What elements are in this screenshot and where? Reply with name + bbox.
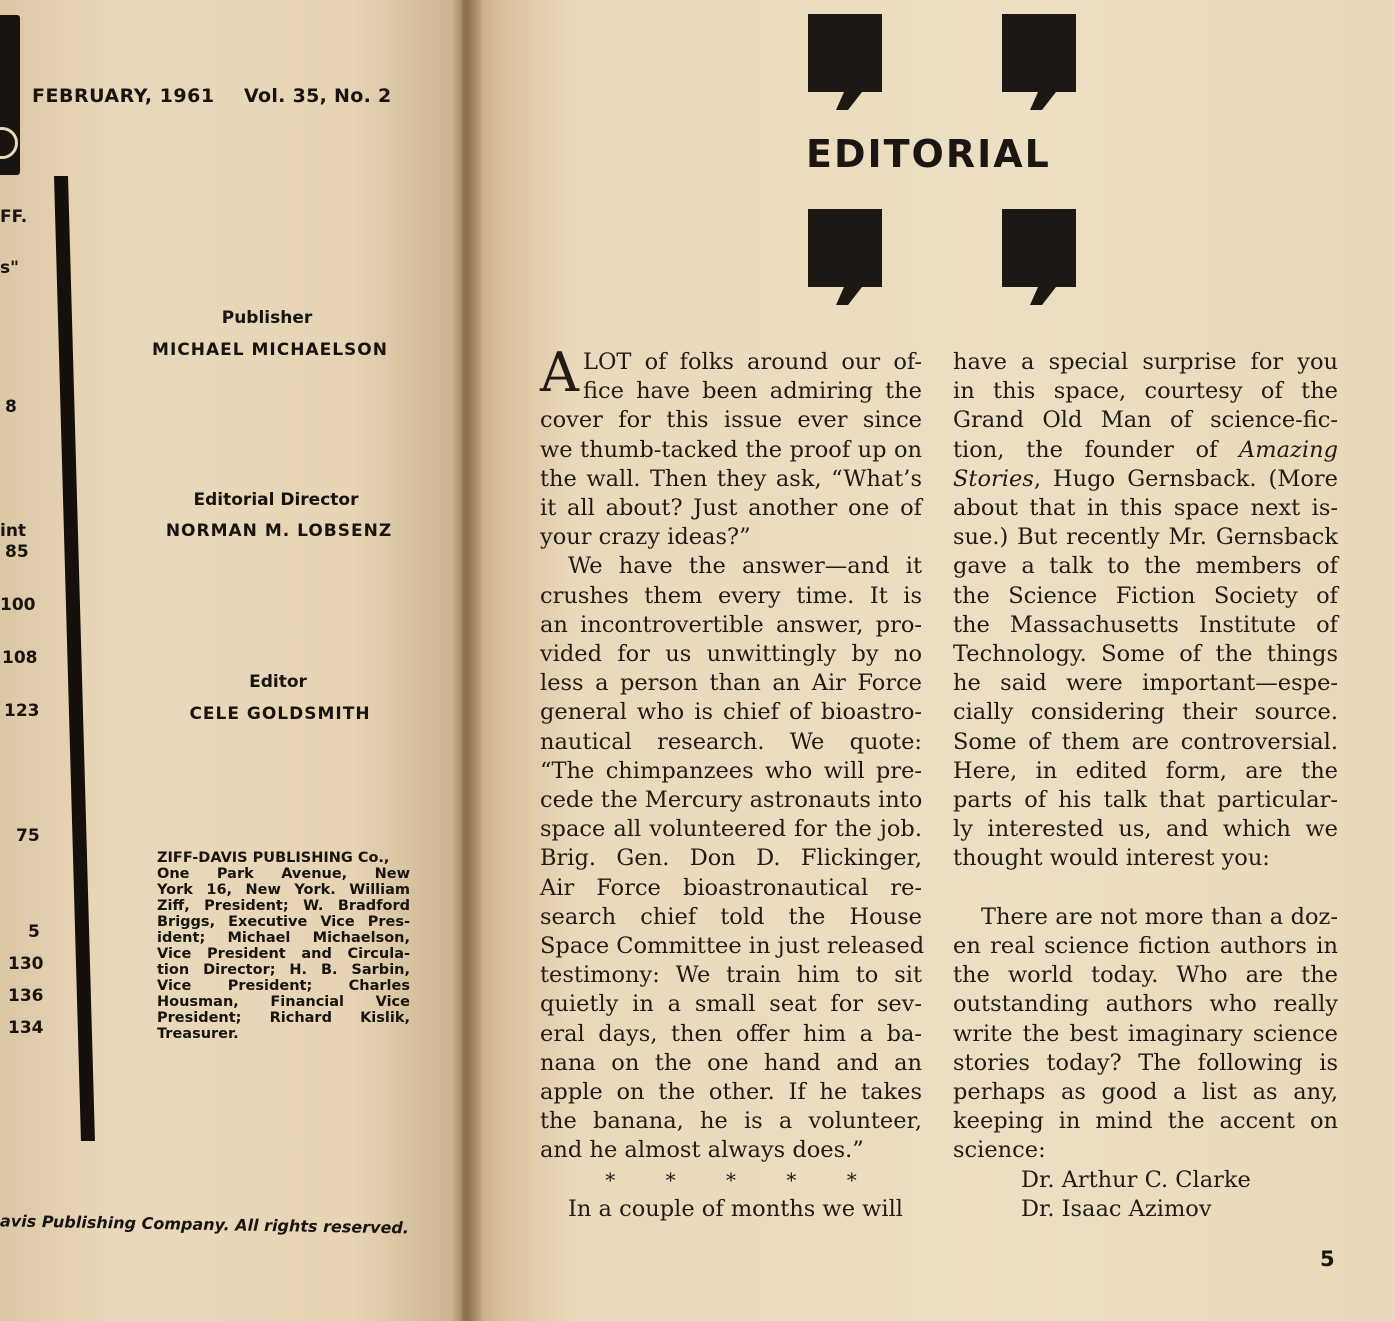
text-line: the Massachusetts Institute of	[953, 611, 1338, 638]
toc-page-number: 75	[16, 826, 40, 846]
text-line: quietly in a small seat for sev-	[540, 991, 922, 1018]
toc-page-number: 85	[5, 542, 29, 562]
text-line: nautical research. We quote:	[540, 728, 922, 755]
text-line: eral days, then offer him a ba-	[540, 1020, 922, 1047]
text-line: write the best imaginary science	[953, 1020, 1338, 1047]
text-line: we thumb-tacked the proof up on	[540, 436, 922, 463]
close-quote-right-icon	[1000, 207, 1078, 307]
corporate-line: York 16, New York. William	[157, 882, 410, 898]
text-line: testimony: We train him to sit	[540, 962, 922, 989]
corporate-line: Treasurer.	[157, 1026, 239, 1042]
corporate-line: Vice President; Charles	[157, 978, 410, 994]
staff-role-editor: Editor	[249, 672, 307, 692]
text-line: thought would interest you:	[953, 845, 1270, 872]
vertical-rule	[54, 176, 95, 1141]
text-line: less a person than an Air Force	[540, 670, 922, 697]
toc-page-number: 123	[4, 701, 40, 721]
corporate-line: Ziff, President; W. Bradford	[157, 898, 410, 914]
text-line: he said were important—espe-	[953, 670, 1338, 697]
text-line: Brig. Gen. Don D. Flickinger,	[540, 845, 922, 872]
corporate-line: One Park Avenue, New	[157, 866, 410, 882]
text-line: have a special surprise for you	[953, 349, 1338, 375]
editorial-heading: EDITORIAL	[806, 132, 1051, 176]
text-line: Grand Old Man of science-fic-	[953, 407, 1338, 434]
text-line: stories today? The following is	[953, 1049, 1338, 1076]
close-quote-left-icon	[806, 207, 884, 307]
text-line: Space Committee in just released	[540, 933, 925, 960]
text-line: apple on the other. If he takes	[540, 1079, 922, 1106]
text-line: LOT of folks around our of-	[583, 349, 922, 375]
text-line: cover for this issue ever since	[540, 407, 922, 434]
corporate-line: ident; Michael Michaelson,	[157, 930, 410, 946]
text-line: it all about? Just another one of	[540, 495, 922, 522]
corporate-line: Housman, Financial Vice	[157, 994, 410, 1010]
text-line: fice have been admiring the	[583, 378, 922, 405]
toc-page-number: 134	[8, 1018, 44, 1038]
section-separator: * * * * *	[605, 1167, 879, 1192]
toc-fragment: FF.	[0, 207, 28, 227]
editorial-column-right	[953, 348, 1338, 1224]
text-line: cede the Mercury astronauts into	[540, 787, 923, 814]
text-line: nana on the one hand and an	[540, 1049, 922, 1076]
text-line: crushes them every time. It is	[540, 582, 922, 609]
corporate-line: Vice President and Circula-	[157, 946, 410, 962]
toc-page-number: 108	[2, 648, 38, 668]
left-page	[0, 0, 470, 1321]
text-line: Air Force bioastronautical re-	[540, 874, 922, 901]
publisher-corporate-info	[157, 850, 410, 1042]
text-line: the world today. Who are the	[953, 962, 1338, 989]
toc-page-number: 100	[0, 595, 36, 615]
text-line-with-title	[953, 436, 1338, 465]
issue-volume: Vol. 35, No. 2	[244, 85, 392, 107]
text-line: ly interested us, and which we	[953, 816, 1338, 843]
blank-line	[953, 874, 1338, 903]
text-line: “The chimpanzees who will pre-	[540, 757, 922, 784]
magazine-logo-edge	[0, 15, 20, 175]
text-line: perhaps as good a list as any,	[953, 1079, 1338, 1106]
text-line: outstanding authors who really	[953, 991, 1338, 1018]
page-number: 5	[1320, 1247, 1335, 1271]
staff-name-editor: CELE GOLDSMITH	[189, 704, 371, 724]
text-line: vided for us unwittingly by no	[540, 641, 922, 668]
magazine-title-italic: Amazing	[1239, 436, 1338, 463]
text-line: in this space, courtesy of the	[953, 378, 1338, 405]
corporate-line: ZIFF-DAVIS PUBLISHING Co.,	[157, 850, 390, 866]
editorial-column-left	[540, 341, 925, 1224]
magazine-title-italic: Stories	[953, 465, 1034, 492]
author-name: Dr. Isaac Azimov	[1021, 1195, 1212, 1222]
text-line: the wall. Then they ask, “What’s	[540, 465, 922, 492]
toc-fragment: int	[0, 521, 27, 541]
text-line: about that in this space next is-	[953, 495, 1338, 522]
toc-page-number: 136	[8, 986, 44, 1006]
corporate-line: Briggs, Executive Vice Pres-	[157, 914, 410, 930]
text-fragment: tion, the founder of	[953, 436, 1218, 463]
text-line: space all volunteered for the job.	[540, 816, 922, 843]
text-line: an incontrovertible answer, pro-	[540, 611, 922, 638]
logo-circle-icon	[0, 127, 18, 159]
text-line: search chief told the House	[540, 903, 922, 930]
text-line: science:	[953, 1137, 1046, 1164]
issue-date: FEBRUARY, 1961	[32, 85, 215, 107]
text-line: We have the answer—and it	[568, 553, 922, 580]
text-line: Here, in edited form, are the	[953, 757, 1338, 784]
open-quote-left-icon	[806, 12, 884, 112]
text-line: In a couple of months we will	[568, 1195, 904, 1222]
staff-role-editorial-director: Editorial Director	[193, 490, 359, 510]
text-line: gave a talk to the members of	[953, 553, 1338, 580]
toc-page-number: 5	[28, 922, 40, 942]
text-line: the Science Fiction Society of	[953, 582, 1338, 609]
staff-role-publisher: Publisher	[221, 308, 313, 328]
text-line: Some of them are controversial.	[953, 728, 1338, 755]
text-line: and he almost always does.”	[540, 1137, 864, 1164]
text-line: Technology. Some of the things	[953, 641, 1338, 668]
corporate-line: President; Richard Kislik,	[157, 1010, 410, 1026]
toc-fragment: s"	[0, 258, 19, 278]
author-name: Dr. Arthur C. Clarke	[1021, 1166, 1251, 1193]
staff-name-editorial-director: NORMAN M. LOBSENZ	[165, 521, 393, 541]
corporate-line: tion Director; H. B. Sarbin,	[157, 962, 410, 978]
text-line: general who is chief of bioastro-	[540, 699, 922, 726]
text-line: There are not more than a doz-	[981, 903, 1338, 930]
copyright-notice: avis Publishing Company. All rights reserved.	[0, 1211, 410, 1238]
toc-page-number: 8	[5, 397, 17, 417]
text-line: en real science fiction authors in	[953, 933, 1338, 960]
drop-cap: A	[540, 341, 579, 404]
text-line: the banana, he is a volunteer,	[540, 1108, 922, 1135]
open-quote-right-icon	[1000, 12, 1078, 112]
text-fragment: , Hugo Gernsback. (More	[1033, 465, 1338, 492]
text-line: parts of his talk that particular-	[953, 787, 1338, 814]
toc-page-number: 130	[8, 954, 44, 974]
text-line: cially considering their source.	[953, 699, 1338, 726]
text-line-with-title	[953, 465, 1338, 494]
text-line: keeping in mind the accent on	[953, 1108, 1338, 1135]
text-line: sue.) But recently Mr. Gernsback	[953, 524, 1338, 551]
book-gutter	[452, 0, 482, 1321]
staff-name-publisher: MICHAEL MICHAELSON	[152, 340, 388, 360]
text-line: your crazy ideas?”	[540, 524, 751, 551]
